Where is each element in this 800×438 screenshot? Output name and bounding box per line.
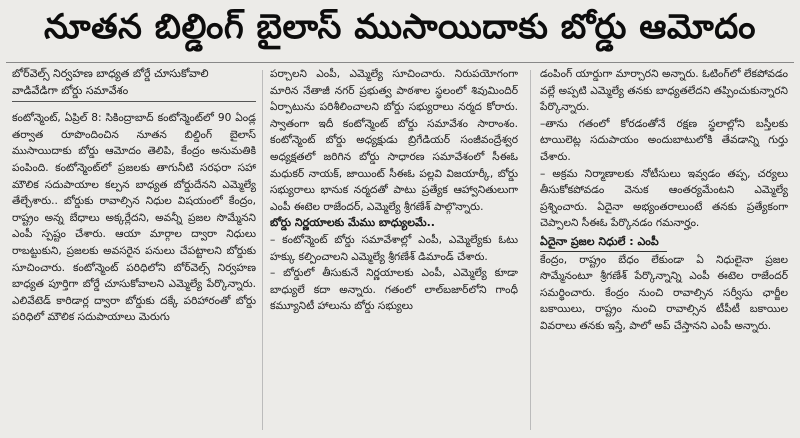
headline-rule [6, 62, 794, 63]
column-3-paragraph-2: –తాను గతంలో కోరడంతోనే రక్షణ స్థలాల్లోని బస్తీలకు టాయిలెట్ల సదుపాయం అందుబాటులోకి తేవడాన్ని గుర్తు చేశారు. [540, 117, 788, 163]
column-2-paragraph-2: – కంటోన్మెంట్ బోర్డు సమావేశాల్లో ఎంపీ, ఎమ్మెల్యేకు ఓటు హక్కు కల్పించాలని ఎమ్మెల్యే శ్రీగణేశ్ డిమాండ్ చేశారు. [270, 233, 518, 263]
kicker [12, 66, 256, 102]
column-3 [540, 66, 788, 335]
column-3-paragraph-4: కేంద్రం, రాష్ట్రం బేధం లేకుండా ఏ నిధులైనా ప్రజల సొమ్మేనంటూ శ్రీగణేశ్ పేర్కొన్నాన్ని ఎంపీ ఈటెల రాజేందర్ సమర్థించారు. కేంద్రం నుంచి రావాల్సిన సర్వీసు ఛార్జీల బకాయిలు, రాష్ట్రం నుంచి రావాల్సిన టీపీటీ బకాయిల వివరాలు తనకు ఇస్తే, పాలో అప్ చేస్తానని ఎంపీ అన్నారు. [540, 253, 788, 332]
column-divider-2 [530, 70, 531, 430]
column-3-paragraph-3: – అక్రమ నిర్మాణాలకు నోటీసులు ఇవ్వడం తప్ప, చర్యలు తీసుకోకపోవడం వెనుక ఆంతర్యమేంటని ఎమ్మెల్యే ప్రశ్నించారు. ఏదైనా అభ్యంతరాలుంటే తనకు ప్రత్యేకంగా చెప్పాలని సీఈఓ పేర్కొనడం గమనార్హం. [540, 167, 788, 230]
column-2-paragraph-3: – బోర్డులో తీసుకునే నిర్ణయాలకు ఎంపీ, ఎమ్మెల్యే కూడా బాధ్యులే కదా అన్నారు. గతంలో లాల్‌బజార్‌లోని గాంధీ కమ్యూనిటీ హాలును బోర్డు సభ్యులు [270, 267, 518, 313]
column-3-paragraph-1: డంపింగ్ యార్డుగా మార్చారని అన్నారు. ఓటింగ్‌లో లేకపోవడం వల్లే అప్పటి ఎమ్మెల్యే తనకు బాధ్యతలేదని తప్పించుకున్నారని పేర్కొన్నారు. [540, 68, 788, 114]
kicker-line-1: బోర్‌వెల్స్ నిర్వహణ బాధ్యత బోర్డే చూసుకోవాలి [12, 67, 209, 80]
column-3-subhead: ఏదైనా ప్రజల నిధులే : ఎంపీ [540, 234, 667, 252]
column-1 [12, 66, 256, 326]
headline: నూతన బిల్డింగ్ బైలాస్ ముసాయిదాకు బోర్డు ఆమోదం [44, 7, 756, 47]
kicker-line-2: వాడివేడిగా బోర్డు సమావేశం [12, 83, 129, 97]
column-2 [270, 66, 518, 315]
column-2-paragraph-1: పర్చాలని ఎంపీ, ఎమ్మెల్యే సూచించారు. నిరుపయోగంగా మారిన నేతాజీ నగర్ ప్రభుత్వ పాఠశాల స్థలంలో శివుమిందిర్ ఏర్పాటును పరిశీలించాలని బోర్డు సభ్యురాలు నర్మద కోరారు. స్వాతంగా ఇదీ కంటోన్మెంట్ బోర్డు సమావేశం సారాంశం. కంటోన్మెంట్ బోర్డు అధ్యక్షుడు బ్రిగేడియర్ సంజీవంద్రేశ్వర అధ్యక్షతలో జరిగిన బోర్డు సాధారణ సమావేశంలో సీఈఓ మధుకర్ నాయక్, జాయింట్ సీఈఓ పల్లవి విజయార్కీ, బోర్డు సభ్యురాలు భానుక నర్మదతో పాటు ప్రత్యేక ఆహ్వానితులుగా ఎంపీ ఈటెల రాజేందర్, ఎమ్మెల్యే శ్రీగణేశ్ పాల్గొన్నారు. [270, 68, 518, 213]
column-divider-1 [262, 70, 263, 430]
column-2-subhead: బోర్డు నిర్ణయాలకు మేము బాధ్యులమే.. [270, 216, 435, 230]
column-1-paragraph: కంటోన్మెంట్, ఏప్రిల్ 8: సికింద్రాబాద్ కంటోన్మెంట్‌లో 90 ఏండ్ల తర్వాత రూపొందించిన నూతన బిల్డింగ్ బైలాస్ ముసాయిదాకు బోర్డు ఆమోదం తెలిపి, కేంద్రం అనుమతికి పంపింది. కంటోన్మెంట్‌లో ప్రజలకు తాగునీటి సరఫరా సహా మౌలిక సదుపాయాల కల్పన బాధ్యత బోర్డుదేనని ఎమ్మెల్యే తేల్చేశారు.. బోర్డుకు రావాల్సిన నిధుల విషయంలో కేంద్రం, రాష్ట్రం అన్న బేధాలు అక్కర్లేదని, అవన్నీ ప్రజల సొమ్మేనని ఎంపీ స్పష్టం చేశారు. ఆయా మార్గాల ద్వారా నిధులు రాబట్టుకుని, ప్రజలకు అవసరైన పనులు చేపట్టాలని బోర్డుకు సూచించారు. కంటోన్మెంట్ పరిధిలోని బోర్‌వెల్స్ నిర్వహణ బాధ్యత పూర్తిగా బోర్డే చూసుకోవాలని ఎమ్మెల్యే పేర్కొన్నారు. ఎలివేటెడ్ కారిడార్ల ద్వారా బోర్డుకు దక్కే పరిహారంతో బోర్డు పరిధిలో మౌలిక సదుపాయాలు మెరుగు [12, 112, 256, 324]
